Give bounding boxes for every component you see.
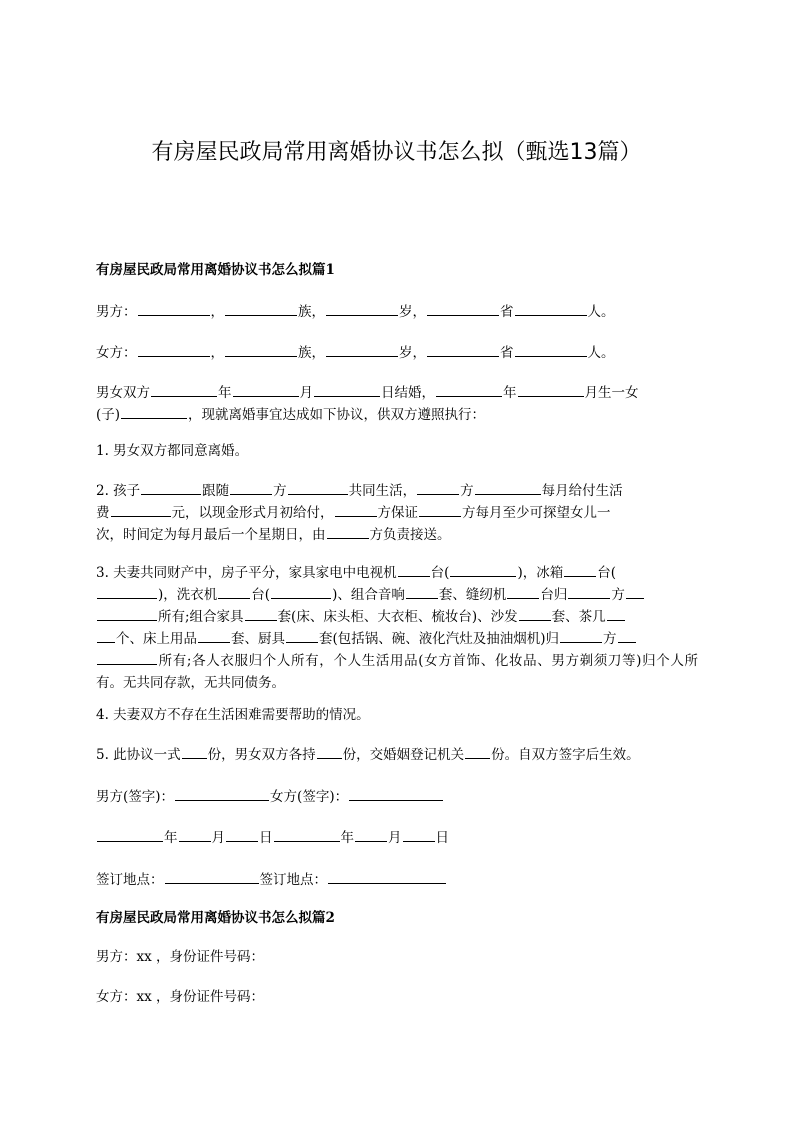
item-2-line-3: 次，时间定为每月最后一个星期日，由 方负责接送。 bbox=[96, 524, 698, 546]
signature-blank bbox=[349, 786, 443, 801]
blank bbox=[111, 502, 171, 517]
section-1-heading: 有房屋民政局常用离婚协议书怎么拟篇1 bbox=[96, 262, 335, 278]
blank bbox=[427, 301, 499, 316]
blank bbox=[97, 584, 157, 599]
blank bbox=[225, 301, 297, 316]
item-5: 5. 此协议一式 份，男女双方各持 份，交婚姻登记机关 份。自双方签字后生效。 bbox=[96, 744, 698, 766]
section-2-heading: 有房屋民政局常用离婚协议书怎么拟篇2 bbox=[96, 910, 335, 926]
blank bbox=[226, 827, 258, 842]
blank bbox=[475, 480, 541, 495]
blank bbox=[97, 827, 163, 842]
blank bbox=[465, 744, 490, 759]
marriage-line-2: (子) ，现就离婚事宜达成如下协议，供双方遵照执行： bbox=[96, 404, 698, 426]
blank bbox=[198, 628, 230, 643]
signature-line: 男方(签字)： 女方(签字)： bbox=[96, 786, 698, 808]
item-3-line-1: 3. 夫妻共同财产中，房子平分，家具家电中电视机 台( )，冰箱 台( bbox=[96, 562, 698, 584]
blank bbox=[165, 869, 259, 884]
item-1: 1. 男女双方都同意离婚。 bbox=[96, 443, 249, 459]
blank bbox=[314, 382, 380, 397]
blank bbox=[138, 342, 210, 357]
blank bbox=[564, 562, 596, 577]
husband-info-line: 男方： ， 族， 岁， 省 人。 bbox=[96, 301, 698, 323]
item-3-line-5: 所有;各人衣服归个人所有，个人生活用品(女方首饰、化妆品、男方剃须刀等)归个人所有。无共同存款，无共同债务。 bbox=[96, 650, 698, 694]
blank bbox=[398, 562, 430, 577]
blank bbox=[355, 827, 387, 842]
blank bbox=[225, 342, 297, 357]
signature-blank bbox=[175, 786, 269, 801]
blank bbox=[403, 827, 435, 842]
blank bbox=[288, 480, 348, 495]
blank bbox=[519, 606, 551, 621]
blank bbox=[507, 584, 539, 599]
blank bbox=[141, 480, 201, 495]
item-3-line-2: )，洗衣机 台( )、组合音响 套、缝纫机 台归 方 bbox=[96, 584, 698, 606]
blank bbox=[450, 562, 516, 577]
section-2-husband: 男方：xx ，身份证件号码： bbox=[96, 949, 265, 965]
blank bbox=[568, 584, 610, 599]
blank bbox=[419, 502, 461, 517]
blank bbox=[335, 502, 377, 517]
item-3-line-3: 所有;组合家具 套(床、床头柜、大衣柜、梳妆台)、沙发 套、茶几 bbox=[96, 606, 698, 628]
blank bbox=[230, 480, 272, 495]
blank bbox=[233, 382, 299, 397]
marriage-line-1: 男女双方 年 月 日结婚， 年 月生一女 bbox=[96, 382, 698, 404]
blank bbox=[560, 628, 602, 643]
wife-info-line: 女方： ， 族， 岁， 省 人。 bbox=[96, 342, 698, 364]
blank bbox=[97, 606, 157, 621]
blank bbox=[328, 869, 446, 884]
blank bbox=[436, 382, 502, 397]
blank bbox=[327, 524, 369, 539]
blank bbox=[286, 628, 318, 643]
blank bbox=[607, 606, 625, 621]
blank bbox=[151, 382, 217, 397]
item-4: 4. 夫妻双方不存在生活困难需要帮助的情况。 bbox=[96, 707, 370, 723]
blank bbox=[427, 342, 499, 357]
place-line: 签订地点： 签订地点： bbox=[96, 869, 698, 891]
blank bbox=[121, 404, 187, 419]
blank bbox=[618, 628, 636, 643]
item-2-line-2: 费 元，以现金形式月初给付， 方保证 方每月至少可探望女儿一 bbox=[96, 502, 698, 524]
blank bbox=[626, 584, 644, 599]
blank bbox=[326, 342, 398, 357]
blank bbox=[417, 480, 459, 495]
document-title: 有房屋民政局常用离婚协议书怎么拟（甄选13篇） bbox=[151, 140, 642, 165]
item-3-line-4: 个、床上用品 套、厨具 套(包括锅、碗、液化汽灶及抽油烟机)归 方 bbox=[96, 628, 698, 650]
section-2-wife: 女方：xx ，身份证件号码： bbox=[96, 989, 265, 1005]
blank bbox=[515, 301, 587, 316]
date-line: 年 月 日 年 月 日 bbox=[96, 827, 698, 849]
blank bbox=[97, 650, 157, 665]
blank bbox=[138, 301, 210, 316]
blank bbox=[245, 606, 277, 621]
blank bbox=[317, 744, 342, 759]
blank bbox=[179, 827, 211, 842]
blank bbox=[271, 584, 331, 599]
blank bbox=[515, 342, 587, 357]
blank bbox=[406, 584, 438, 599]
blank bbox=[97, 628, 115, 643]
blank bbox=[274, 827, 340, 842]
blank bbox=[326, 301, 398, 316]
blank bbox=[182, 744, 207, 759]
item-2-line-1: 2. 孩子 跟随 方 共同生活， 方 每月给付生活 bbox=[96, 480, 698, 502]
blank bbox=[518, 382, 584, 397]
blank bbox=[218, 584, 250, 599]
